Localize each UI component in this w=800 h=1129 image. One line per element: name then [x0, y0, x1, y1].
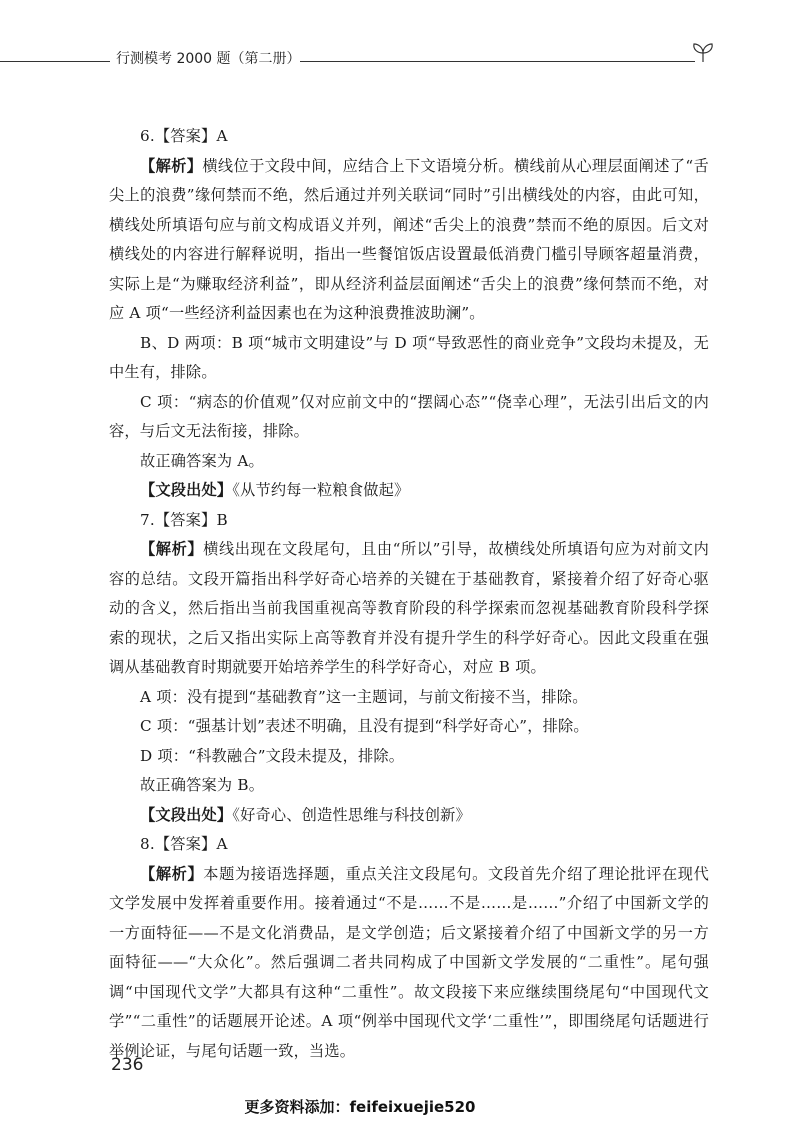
paragraph: [109, 152, 709, 329]
paragraph: [109, 830, 709, 860]
paragraph-text: 8.【答案】A: [140, 835, 228, 853]
section-tag: 【文段出处】: [140, 481, 233, 499]
running-header: [0, 44, 800, 74]
paragraph-text: 6.【答案】A: [140, 127, 228, 145]
paragraph: [109, 535, 709, 683]
paragraph: [109, 771, 709, 801]
section-tag: 【文段出处】: [140, 805, 233, 824]
paragraph: [109, 860, 709, 1067]
paragraph: [109, 801, 709, 831]
paragraph-text: 7.【答案】B: [140, 510, 228, 529]
answer-explanations: [109, 122, 709, 1066]
paragraph: [109, 742, 709, 772]
paragraph-text: B、D 两项：B 项“城市文明建设”与 D 项“导致恶性的商业竞争”文段均未提及，无中生有，排除。: [109, 333, 709, 381]
paragraph: [109, 388, 709, 447]
page-number: 236: [111, 1055, 144, 1075]
sprout-icon: [690, 40, 716, 66]
paragraph-text: 横线出现在文段尾句，且由“所以”引导，故横线处所填语句应为对前文内容的总结。文段开篇指出科学好奇心培养的关键在于基础教育，紧接着介绍了好奇心驱动的含义，然后指出当前我国重视高等教育阶段的科学探索而忽视基础教育阶段科学探索的现状，之后又指出实际上高等教育并没有提升学生的科学好奇心。因此文段重在强调从基础教育时期就要开始培养学生的科学好奇心，对应 B 项。: [109, 540, 709, 676]
paragraph-text: A 项：没有提到“基础教育”这一主题词，与前文衔接不当，排除。: [140, 687, 588, 706]
paragraph-text: C 项：“病态的价值观”仅对应前文中的“摆阔心态”“侥幸心理”，无法引出后文的内容，与后文无法衔接，排除。: [109, 392, 709, 440]
paragraph: [109, 506, 709, 536]
paragraph-text: D 项：“科教融合”文段未提及，排除。: [140, 746, 405, 765]
footer-contact-note: 更多资料添加：feifeixuejie520: [244, 1098, 476, 1116]
paragraph: [109, 447, 709, 477]
header-title: 行测模考 2000 题（第二册）: [116, 51, 301, 67]
paragraph-text: 故正确答案为 A。: [140, 451, 264, 470]
section-tag: 【解析】: [140, 540, 204, 558]
paragraph: [109, 329, 709, 388]
paragraph-text: C 项：“强基计划”表述不明确，且没有提到“科学好奇心”，排除。: [140, 717, 589, 735]
header-rule-right: [300, 61, 695, 62]
paragraph-text: 《从节约每一粒粮食做起》: [232, 481, 410, 499]
paragraph: [109, 476, 709, 506]
paragraph-text: 故正确答案为 B。: [140, 776, 265, 794]
paragraph: [109, 712, 709, 742]
section-tag: 【解析】: [140, 864, 204, 883]
paragraph-text: 《好奇心、创造性思维与科技创新》: [232, 805, 471, 824]
paragraph: [109, 122, 709, 152]
paragraph: [109, 683, 709, 713]
header-rule-left: [0, 61, 110, 62]
paragraph-text: 横线位于文段中间，应结合上下文语境分析。横线前从心理层面阐述了“舌尖上的浪费”缘何禁而不绝，然后通过并列关联词“同时”引出横线处的内容，由此可知，横线处所填语句应与前文构成语义并列，阐述“舌尖上的浪费”禁而不绝的原因。后文对横线处的内容进行解释说明，指出一些餐馆饭店设置最低消费门槛引导顾客超量消费，实际上是“为赚取经济利益”，即从经济利益层面阐述“舌尖上的浪费”缘何禁而不绝，对应 A 项“一些经济利益因素也在为这种浪费推波助澜”。: [109, 156, 709, 322]
section-tag: 【解析】: [140, 156, 203, 175]
paragraph-text: 本题为接语选择题，重点关注文段尾句。文段首先介绍了理论批评在现代文学发展中发挥着重要作用。接着通过“不是……不是……是……”介绍了中国新文学的一方面特征——不是文化消费品，是文学创造；后文紧接着介绍了中国新文学的另一方面特征——“大众化”。然后强调二者共同构成了中国新文学发展的“二重性”。尾句强调“中国现代文学”大都具有这种“二重性”。故文段接下来应继续围绕尾句“中国现代文学”“二重性”的话题展开论述。A 项“例举中国现代文学‘二重性’”，即围绕尾句话题进行举例论证，与尾句话题一致，当选。: [109, 864, 709, 1060]
